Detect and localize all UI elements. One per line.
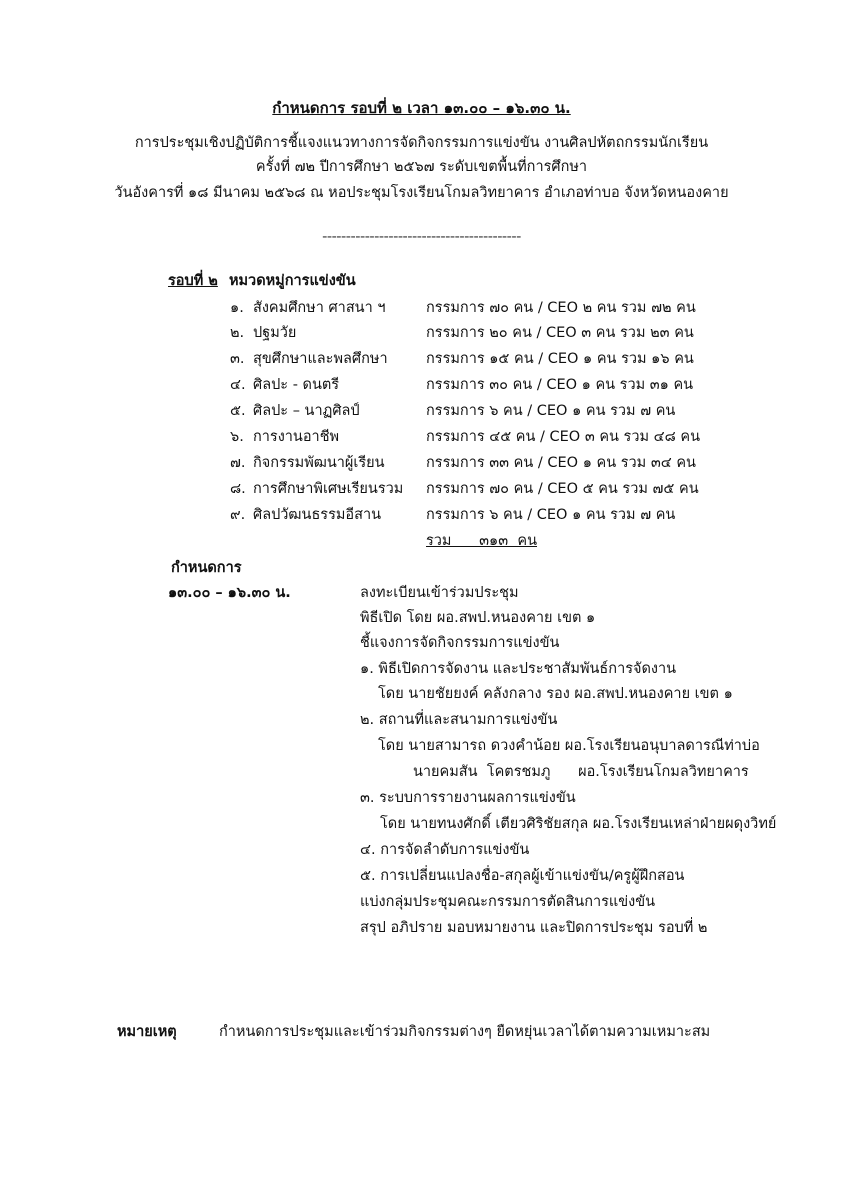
category-count: กรรมการ ๔๕ คน / CEO ๓ คน รวม ๔๘ คน (426, 429, 701, 445)
note-text: กำหนดการประชุมและเข้าร่วมกิจกรรมต่างๆ ยืดหยุ่นเวลาได้ตามความเหมาะสม (219, 1024, 711, 1040)
category-name: สังคมศึกษา ศาสนา ฯ (253, 300, 386, 316)
schedule-line: ๕. การเปลี่ยนแปลงชื่อ-สกุลผู้เข้าแข่งขัน/ครูผู้ฝึกสอน (360, 868, 685, 884)
category-number: ๒. (230, 325, 245, 341)
category-count: กรรมการ ๖ คน / CEO ๑ คน รวม ๗ คน (426, 507, 676, 523)
schedule-line: โดย นายชัยยงค์ คลังกลาง รอง ผอ.สพป.หนองคาย เขต ๑ (378, 686, 733, 702)
category-count: กรรมการ ๗๐ คน / CEO ๕ คน รวม ๗๕ คน (426, 481, 699, 497)
subtitle-line-2: ครั้งที่ ๗๒ ปีการศึกษา ๒๕๖๗ ระดับเขตพื้นที่การศึกษา (255, 159, 588, 175)
category-number: ๗. (230, 455, 246, 471)
schedule-line: ลงทะเบียนเข้าร่วมประชุม (360, 585, 519, 601)
category-number: ๑. (230, 300, 244, 316)
schedule-heading: กำหนดการ (171, 560, 242, 576)
category-count: กรรมการ ๓๓ คน / CEO ๑ คน รวม ๓๔ คน (426, 455, 696, 471)
category-count: กรรมการ ๒๐ คน / CEO ๓ คน รวม ๒๓ คน (426, 325, 694, 341)
note-label: หมายเหตุ (117, 1024, 177, 1040)
category-total: รวม ๓๑๓ คน (426, 533, 538, 549)
round-heading (168, 273, 356, 290)
category-name: การงานอาชีพ (253, 429, 340, 445)
category-name: กิจกรรมพัฒนาผู้เรียน (253, 455, 385, 471)
schedule-line: โดย นายทนงศักดิ์ เตียวศิริชัยสกุล ผอ.โรงเรียนเหล่าฝ่ายผดุงวิทย์ (380, 816, 777, 832)
category-number: ๖. (230, 429, 244, 445)
category-count: กรรมการ ๑๕ คน / CEO ๑ คน รวม ๑๖ คน (426, 351, 694, 367)
category-heading: หมวดหมู่การแข่งขัน (228, 273, 356, 289)
category-number: ๔. (230, 377, 246, 393)
category-number: ๙. (230, 507, 246, 523)
page-title: กำหนดการ รอบที่ ๒ เวลา ๑๓.๐๐ – ๑๖.๓๐ น. (272, 99, 571, 117)
schedule-line: นายคมสัน โคตรชมภู ผอ.โรงเรียนโกมลวิทยาคาร (413, 764, 749, 780)
schedule-time: ๑๓.๐๐ – ๑๖.๓๐ น. (168, 585, 291, 601)
category-name: ปฐมวัย (253, 325, 297, 341)
category-name: การศึกษาพิเศษเรียนรวม (253, 481, 404, 497)
category-count: กรรมการ ๓๐ คน / CEO ๑ คน รวม ๓๑ คน (426, 377, 694, 393)
schedule-line: ๒. สถานที่และสนามการแข่งขัน (360, 712, 558, 728)
schedule-line: แบ่งกลุ่มประชุมคณะกรรมการตัดสินการแข่งขัน (360, 894, 656, 910)
schedule-line: ๓. ระบบการรายงานผลการแข่งขัน (360, 790, 576, 806)
category-name: สุขศึกษาและพลศึกษา (253, 351, 388, 367)
schedule-line: ชี้แจงการจัดกิจกรรมการแข่งขัน (360, 635, 560, 651)
category-count: กรรมการ ๗๐ คน / CEO ๒ คน รวม ๗๒ คน (426, 300, 696, 316)
subtitle-line-3: วันอังคารที่ ๑๘ มีนาคม ๒๕๖๘ ณ หอประชุมโรงเรียนโกมลวิทยาคาร อำเภอท่าบอ จังหวัดหนองคาย (114, 185, 729, 201)
category-name: ศิลปะ - ดนตรี (253, 377, 340, 393)
round-label: รอบที่ ๒ (168, 273, 218, 289)
schedule-line: โดย นายสามารถ ดวงคำน้อย ผอ.โรงเรียนอนุบาลดารณีท่าบ่อ (378, 738, 760, 754)
schedule-line: ๑. พิธีเปิดการจัดงาน และประชาสัมพันธ์การจัดงาน (360, 661, 677, 677)
schedule-line: ๔. การจัดลำดับการแข่งขัน (360, 842, 530, 858)
subtitle-line-1: การประชุมเชิงปฏิบัติการชี้แจงแนวทางการจัดกิจกรรมการแข่งขัน งานศิลปหัตถกรรมนักเรียน (134, 135, 709, 151)
divider: ------------------------------------------ (322, 229, 521, 245)
category-number: ๕. (230, 403, 246, 419)
category-number: ๓. (230, 351, 245, 367)
category-name: ศิลปะ – นาฏศิลป์ (253, 403, 360, 419)
category-count: กรรมการ ๖ คน / CEO ๑ คน รวม ๗ คน (426, 403, 676, 419)
schedule-line: พิธีเปิด โดย ผอ.สพป.หนองคาย เขต ๑ (360, 610, 596, 626)
schedule-line: สรุป อภิปราย มอบหมายงาน และปิดการประชุม รอบที่ ๒ (360, 920, 708, 936)
category-name: ศิลปวัฒนธรรมอีสาน (253, 507, 382, 523)
category-number: ๘. (230, 481, 246, 497)
